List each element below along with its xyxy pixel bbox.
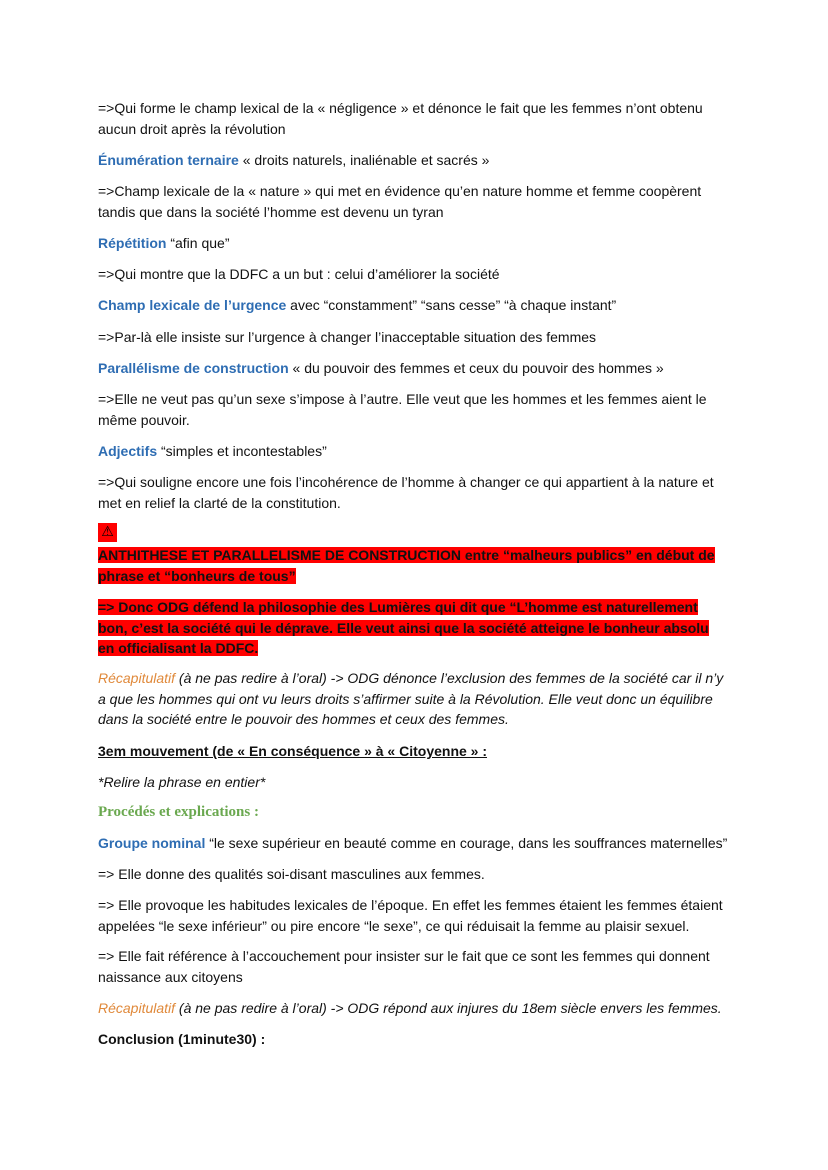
paragraph-urgence [98,295,728,316]
term-text: “simples et incontestables” [157,443,327,459]
term-text: avec “constamment” “sans cesse” “à chaque instant” [286,297,617,313]
highlight-antithese [98,545,728,586]
paragraph-enumeration [98,150,728,171]
paragraph-but: =>Qui montre que la DDFC a un but : celui d’améliorer la société [98,266,500,282]
paragraph-nature: =>Champ lexicale de la « nature » qui met en évidence qu’en nature homme et femme coopèrent tandis que dans la société l’homme est devenu un tyran [98,183,702,220]
term-label: Énumération ternaire [98,152,239,168]
paragraph-incoherence: =>Qui souligne encore une fois l’incohérence de l’homme à changer ce qui appartient à la nature et met en relief la clarté de la constitution. [98,474,714,511]
term-label: Parallélisme de construction [98,360,289,376]
term-text: « droits naturels, inaliénable et sacrés » [238,152,490,168]
paragraph-negligence: =>Qui forme le champ lexical de la « négligence » et dénonce le fait que les femmes n’ont obtenu aucun droit après la révolution [98,100,703,137]
recap-label: Récapitulatif [98,1000,176,1016]
section-heading-mvt3: 3em mouvement (de « En conséquence » à « Citoyenne » : [98,743,488,759]
paragraph-qualites: => Elle donne des qualités soi-disant masculines aux femmes. [98,866,485,882]
paragraph-habitudes: => Elle provoque les habitudes lexicales de l’époque. En effet les femmes étaient les femmes étaient appelées “le sexe inférieur” ou pire encore “le sexe”, ce qui réduisait la femme au plaisir sexuel. [98,897,723,934]
recap-text: (à ne pas redire à l’oral) -> ODG répond aux injures du 18em siècle envers les femmes. [175,1000,722,1016]
term-label: Adjectifs [98,443,158,459]
subheading-procedes: Procédés et explications : [98,804,259,820]
paragraph-parallelisme [98,358,728,379]
term-text: “le sexe supérieur en beauté comme en courage, dans les souffrances maternelles” [205,835,728,851]
paragraph-adjectifs [98,441,728,462]
term-label: Répétition [98,235,167,251]
reread-note: *Relire la phrase en entier* [98,774,266,790]
paragraph-repetition [98,233,728,254]
recap-label: Récapitulatif [98,670,176,686]
recap-text: (à ne pas redire à l’oral) -> ODG dénonce l’exclusion des femmes de la société car il n’y a que les hommes qui ont vu leurs droits s’affirmer suite à la Révolution. Elle veut donc un équilibre dans la société entre le pouvoir des hommes et ceux des femmes. [98,670,724,727]
paragraph-insiste: =>Par-là elle insiste sur l’urgence à changer l’inacceptable situation des femmes [98,329,597,345]
warning-symbol: ⚠ [101,524,114,540]
paragraph-pouvoir: =>Elle ne veut pas qu’un sexe s’impose à l’autre. Elle veut que les hommes et les femmes aient le même pouvoir. [98,391,707,428]
recap-paragraph-1 [98,668,728,730]
term-label: Champ lexicale de l’urgence [98,297,287,313]
highlight-lumieres [98,597,728,659]
warning-icon [98,523,117,542]
paragraph-groupe-nominal [98,833,728,854]
term-text: « du pouvoir des femmes et ceux du pouvoir des hommes » [288,360,664,376]
highlighted-text: ANTHITHESE ET PARALLELISME DE CONSTRUCTION entre “malheurs publics” en début de phrase et “bonheurs de tous” [98,547,715,584]
term-label: Groupe nominal [98,835,206,851]
term-text: “afin que” [166,235,230,251]
recap-paragraph-2 [98,998,728,1019]
paragraph-accouchement: => Elle fait référence à l’accouchement pour insister sur le fait que ce sont les femmes qui donnent naissance aux citoyens [98,948,710,985]
highlighted-text: => Donc ODG défend la philosophie des Lumières qui dit que “L’homme est naturellement bon, c’est la société qui le déprave. Elle veut ainsi que la société atteigne le bonheur absolu en officialisant la DDFC. [98,599,709,656]
conclusion-heading: Conclusion (1minute30) : [98,1031,266,1047]
